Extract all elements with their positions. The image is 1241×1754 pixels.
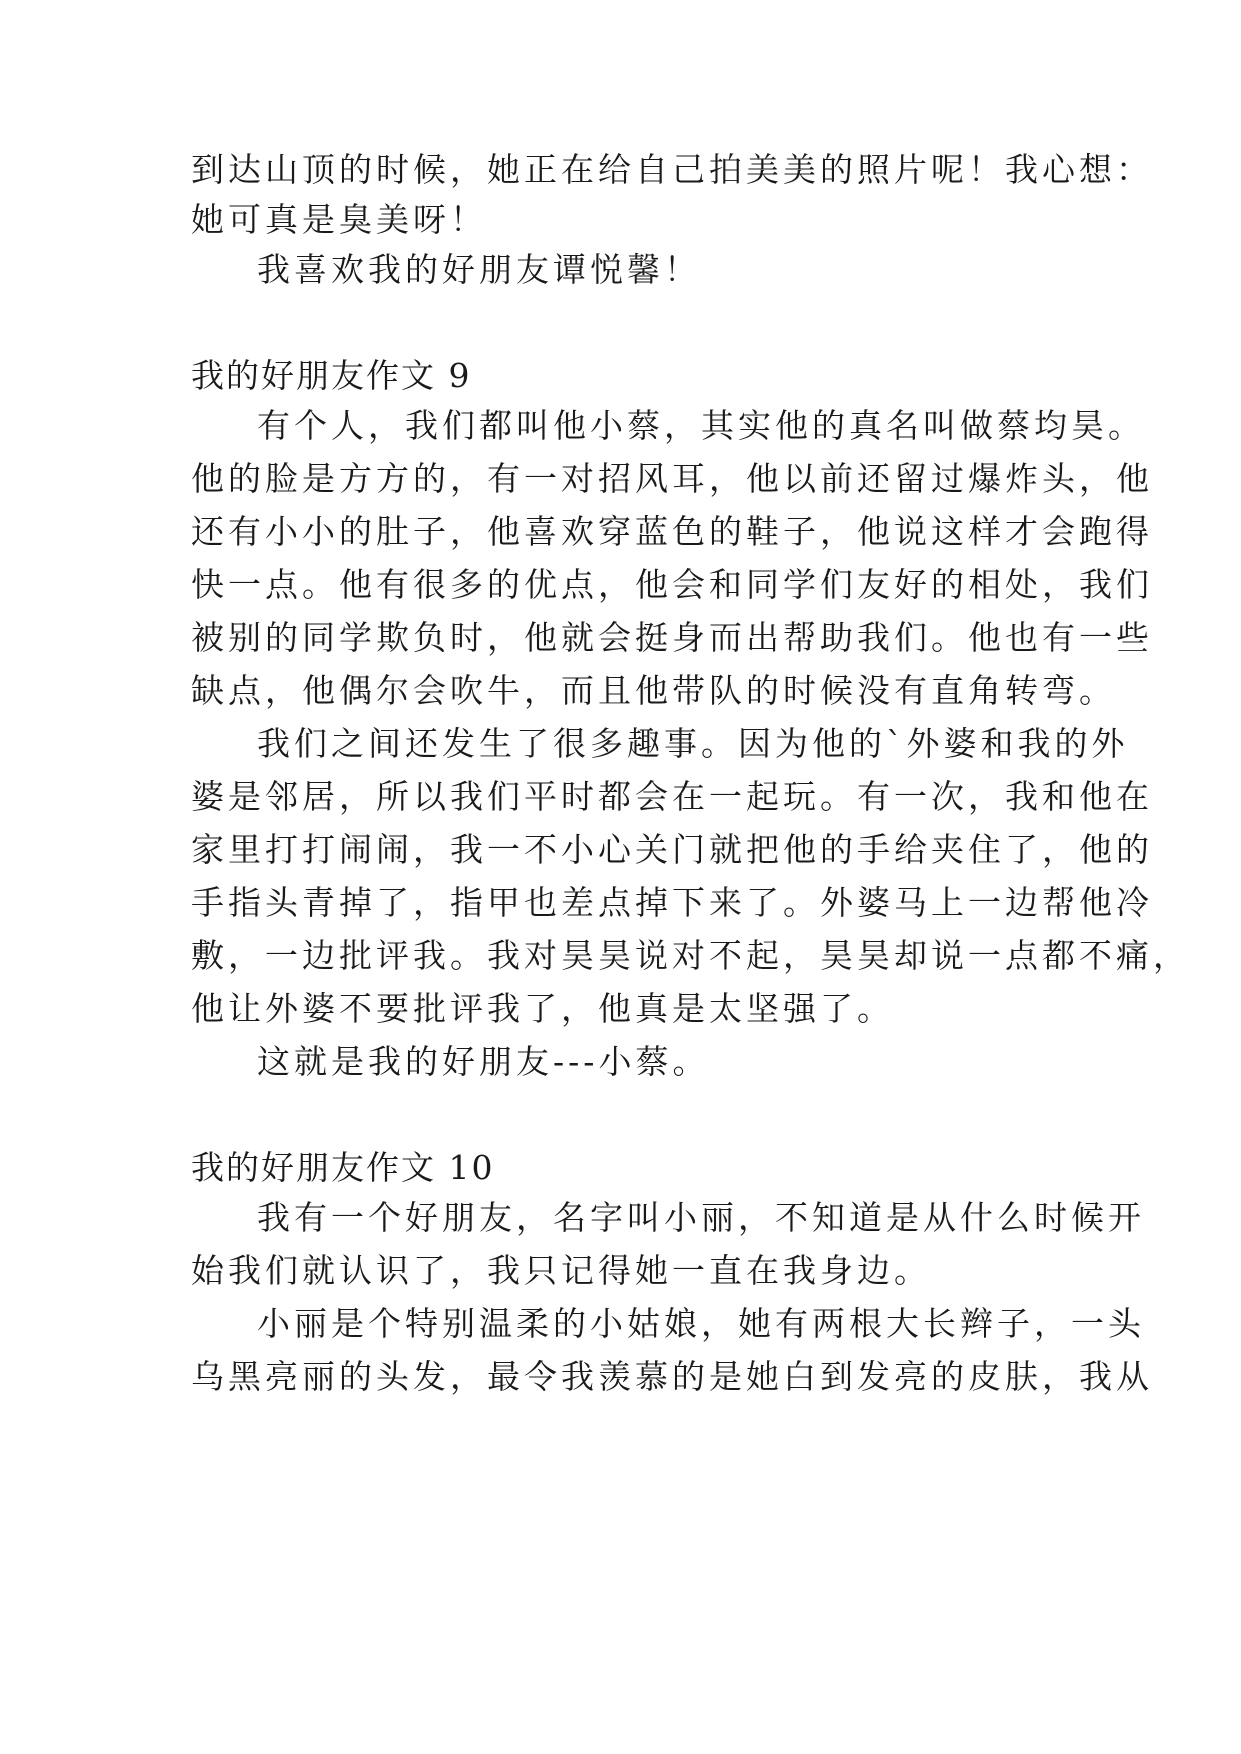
- text-line: 我有一个好朋友，名字叫小丽，不知道是从什么时候开: [257, 1198, 1145, 1237]
- text-line: 这就是我的好朋友---小蔡。: [257, 1042, 710, 1081]
- text-line: 乌黑亮丽的头发，最令我羡慕的是她白到发亮的皮肤，我从: [191, 1357, 1153, 1396]
- text-line: 到达山顶的时候，她正在给自己拍美美的照片呢！我心想：: [191, 150, 1153, 189]
- text-line: 他让外婆不要批评我了，他真是太坚强了。: [191, 989, 894, 1028]
- text-line: 始我们就认识了，我只记得她一直在我身边。: [191, 1251, 931, 1290]
- text-line: 我喜欢我的好朋友谭悦馨！: [257, 250, 701, 289]
- text-line: 敷，一边批评我。我对昊昊说对不起，昊昊却说一点都不痛，: [191, 936, 1190, 975]
- text-line: 我们之间还发生了很多趣事。因为他的`外婆和我的外: [257, 724, 1129, 763]
- text-line: 家里打打闹闹，我一不小心关门就把他的手给夹住了，他的: [191, 830, 1153, 869]
- text-line: 手指头青掉了，指甲也差点掉下来了。外婆马上一边帮他冷: [191, 883, 1153, 922]
- text-line: 还有小小的肚子，他喜欢穿蓝色的鞋子，他说这样才会跑得: [191, 512, 1153, 551]
- text-line: 他的脸是方方的，有一对招风耳，他以前还留过爆炸头，他: [191, 459, 1153, 498]
- text-line: 被别的同学欺负时，他就会挺身而出帮助我们。他也有一些: [191, 618, 1153, 657]
- text-line: 有个人，我们都叫他小蔡，其实他的真名叫做蔡均昊。: [257, 406, 1145, 445]
- text-line: 小丽是个特别温柔的小姑娘，她有两根大长辫子，一头: [257, 1304, 1145, 1343]
- text-line: 婆是邻居，所以我们平时都会在一起玩。有一次，我和他在: [191, 777, 1153, 816]
- text-line: 缺点，他偶尔会吹牛，而且他带队的时候没有直角转弯。: [191, 671, 1116, 710]
- text-line: 快一点。他有很多的优点，他会和同学们友好的相处，我们: [191, 565, 1153, 604]
- section-heading-10: 我的好朋友作文 10: [191, 1148, 495, 1187]
- text-line: 她可真是臭美呀！: [191, 200, 487, 239]
- section-heading-9: 我的好朋友作文 9: [191, 356, 472, 395]
